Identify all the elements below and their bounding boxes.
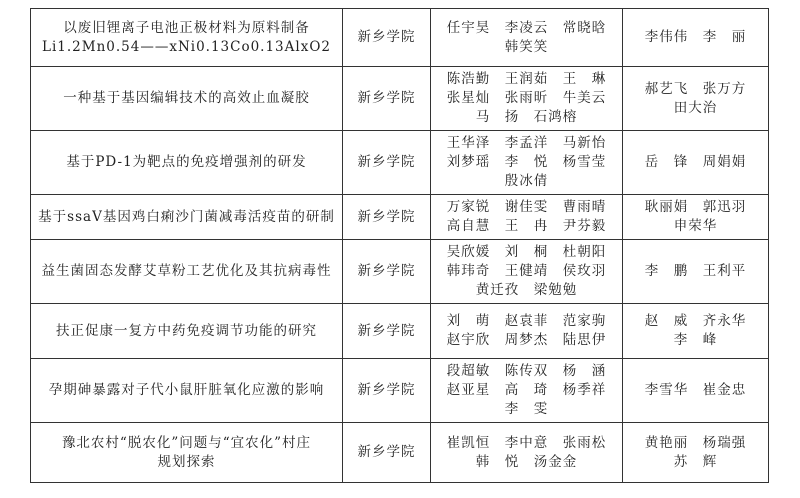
advisors-cell-line: 黄艳丽 杨瑞强 [644, 434, 747, 451]
school-name: 新乡学院 [357, 154, 416, 170]
table-row [31, 304, 769, 359]
members-cell [431, 359, 623, 423]
table-body [31, 9, 769, 483]
school-name: 新乡学院 [357, 90, 416, 106]
members-cell-line: 吴欣媛 刘 桐 杜朝阳 [446, 244, 607, 260]
project-title-cell [31, 240, 343, 304]
table-row [31, 131, 769, 195]
members-cell [431, 240, 623, 304]
project-title-cell-line: 扶正促康一复方中药免疫调节功能的研究 [56, 322, 317, 339]
project-title-cell [31, 304, 343, 359]
advisors-cell [623, 423, 769, 483]
advisors-cell-line: 郝艺飞 张万方 [644, 80, 747, 97]
project-title-cell [31, 131, 343, 195]
members-cell-line: 马 扬 石鸿榕 [475, 109, 578, 125]
advisors-cell [623, 195, 769, 240]
advisors-cell [623, 359, 769, 423]
members-cell [431, 304, 623, 359]
advisors-cell [623, 304, 769, 359]
members-cell-line: 张星灿 张雨昕 牛美云 [446, 90, 607, 106]
advisors-cell-line: 李 鹏 王利平 [644, 263, 747, 279]
school-cell [343, 67, 431, 131]
members-cell-line: 万家锐 谢佳雯 曹雨晴 [446, 199, 607, 215]
members-cell-line: 任宇昊 李凌云 常晓晗 [446, 19, 607, 36]
members-cell [431, 67, 623, 131]
members-cell-line: 陈浩勤 王润茹 王 琳 [446, 71, 607, 87]
advisors-cell-line: 李 峰 [673, 332, 718, 348]
school-cell [343, 240, 431, 304]
members-cell-line: 韩 悦 汤金金 [475, 453, 578, 470]
project-title-cell-line: 规划探索 [157, 453, 216, 470]
project-title-cell-line: 基于PD-1为靶点的免疫增强剂的研发 [66, 154, 307, 170]
members-cell [431, 423, 623, 483]
members-cell-line: 王华泽 李孟洋 马新怡 [446, 135, 607, 151]
school-cell [343, 9, 431, 67]
project-title-cell [31, 9, 343, 67]
members-cell-line: 崔凯恒 李中意 张雨松 [446, 434, 607, 451]
project-title-cell-line: 基于ssaV基因鸡白痢沙门菌减毒活疫苗的研制 [38, 208, 335, 225]
advisors-cell [623, 67, 769, 131]
table-row [31, 359, 769, 423]
advisors-cell-line: 苏 辉 [673, 453, 718, 470]
school-name: 新乡学院 [357, 263, 416, 279]
school-name: 新乡学院 [357, 322, 416, 339]
project-title-cell [31, 423, 343, 483]
project-title-cell [31, 67, 343, 131]
project-title-cell-line: 孕期砷暴露对子代小鼠肝脏氧化应激的影响 [48, 382, 325, 398]
school-name: 新乡学院 [357, 382, 416, 398]
project-title-cell-line: 以废旧锂离子电池正极材料为原料制备 [63, 19, 310, 36]
school-name: 新乡学院 [357, 29, 416, 45]
school-cell [343, 131, 431, 195]
project-title-cell-line: 益生菌固态发酵艾草粉工艺优化及其抗病毒性 [41, 263, 332, 279]
school-cell [343, 359, 431, 423]
members-cell-line: 段超敏 陈传双 杨 涵 [446, 363, 607, 379]
members-cell-line: 刘 萌 赵袁菲 范家驹 [446, 313, 607, 329]
advisors-cell [623, 131, 769, 195]
project-title-cell-line: 一种基于基因编辑技术的高效止血凝胶 [63, 90, 310, 106]
school-cell [343, 195, 431, 240]
school-name: 新乡学院 [357, 444, 416, 460]
members-cell [431, 9, 623, 67]
members-cell-line: 韩笑笑 [504, 38, 549, 55]
advisors-cell [623, 9, 769, 67]
school-cell [343, 423, 431, 483]
advisors-cell-line: 李伟伟 李 丽 [644, 29, 747, 45]
advisors-cell-line: 申荣华 [673, 218, 718, 234]
project-title-cell [31, 359, 343, 423]
advisors-cell-line: 田大治 [673, 99, 718, 116]
advisors-cell-line: 耿丽娟 郭迅羽 [644, 199, 747, 215]
school-cell [343, 304, 431, 359]
table-row [31, 423, 769, 483]
members-cell-line: 刘梦瑶 李 悦 杨雪莹 [446, 154, 607, 170]
members-cell-line: 高自慧 王 冉 尹芬毅 [446, 218, 607, 234]
advisors-cell-line: 李雪华 崔金忠 [644, 382, 747, 398]
advisors-cell-line: 赵 威 齐永华 [644, 313, 747, 329]
table-row [31, 195, 769, 240]
members-cell-line: 黄迁孜 梁勉勉 [475, 282, 578, 298]
members-cell [431, 195, 623, 240]
members-cell-line: 李 雯 [504, 401, 549, 417]
members-cell-line: 赵宇欣 周梦杰 陆思伊 [446, 332, 607, 348]
table-row [31, 240, 769, 304]
members-cell [431, 131, 623, 195]
members-cell-line: 赵亚星 高 琦 杨季祥 [446, 382, 607, 398]
table-row [31, 67, 769, 131]
table-row [31, 9, 769, 67]
members-cell-line: 殷冰倩 [504, 173, 549, 189]
award-table [30, 8, 769, 483]
members-cell-line: 韩玮奇 王健靖 侯玫羽 [446, 263, 607, 279]
advisors-cell [623, 240, 769, 304]
advisors-cell-line: 岳 锋 周娟娟 [644, 154, 747, 170]
school-name: 新乡学院 [357, 208, 416, 225]
project-title-cell [31, 195, 343, 240]
project-title-cell-line: Li1.2Mn0.54——xNi0.13Co0.13AlxO2 [42, 38, 331, 55]
project-title-cell-line: 豫北农村“脱农化”问题与“宜农化”村庄 [61, 434, 312, 451]
